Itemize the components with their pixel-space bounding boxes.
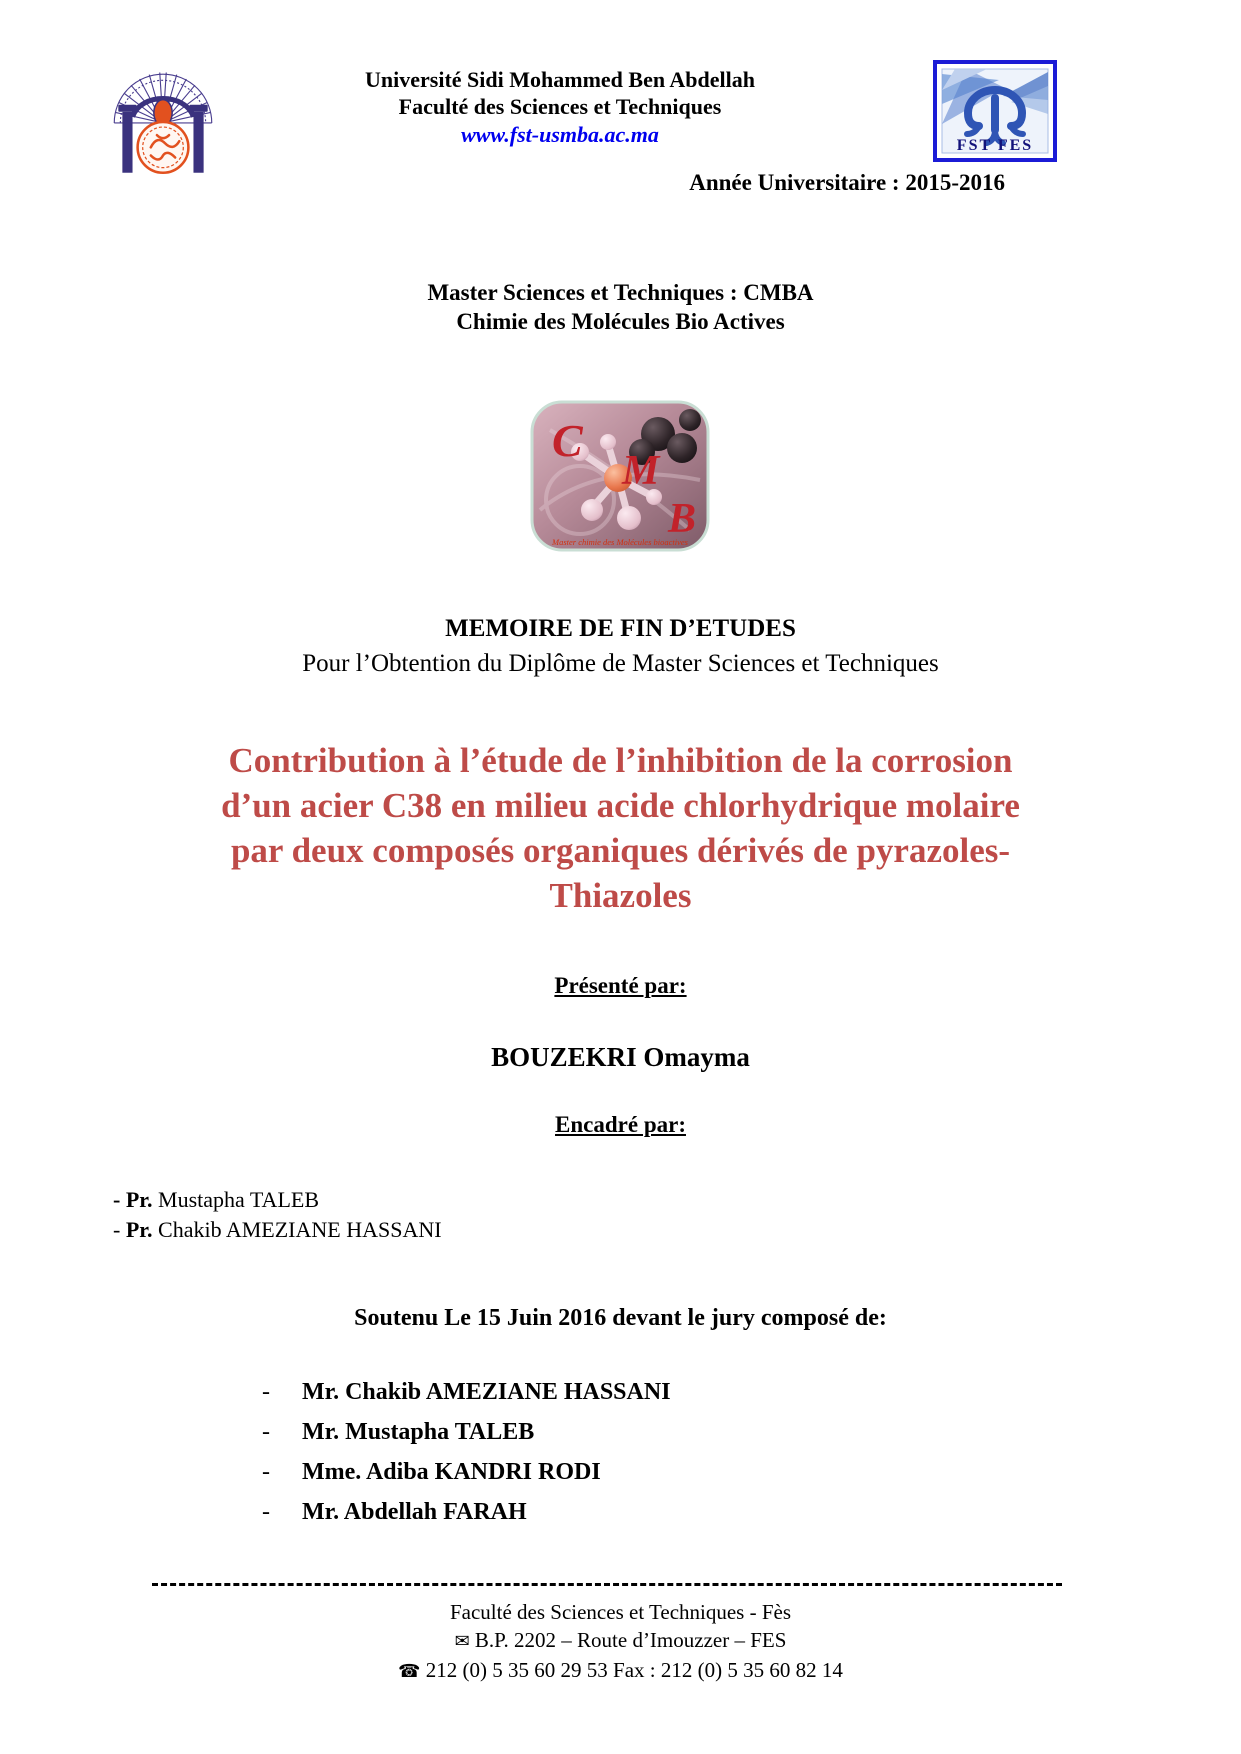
jury-member-name: Mr. Abdellah FARAH xyxy=(302,1499,527,1525)
fst-logo-label: FST FES xyxy=(956,137,1034,154)
thesis-title-line4: Thiazoles xyxy=(549,876,692,915)
supervisor-dash: - xyxy=(113,1217,121,1242)
footer-address-text: B.P. 2202 – Route d’Imouzzer – FES xyxy=(474,1628,787,1652)
memoire-subheading: Pour l’Obtention du Diplôme de Master Sciences et Techniques xyxy=(302,650,939,677)
dashed-divider xyxy=(152,1583,1062,1586)
footer-phone-text: 212 (0) 5 35 60 29 53 Fax : 212 (0) 5 35 60 82 14 xyxy=(425,1658,843,1682)
jury-member-name: Mme. Adiba KANDRI RODI xyxy=(302,1459,601,1485)
header-text-block xyxy=(240,66,880,150)
supervisor-dash: - xyxy=(113,1187,121,1212)
jury-member-row xyxy=(262,1412,671,1452)
footer-phone xyxy=(0,1656,1241,1686)
thesis-title-line2: d’un acier C38 en milieu acide chlorhydrique molaire xyxy=(221,786,1020,825)
program-line2: Chimie des Molécules Bio Actives xyxy=(456,309,785,334)
cmb-letter-c: C xyxy=(552,415,583,466)
supervisors-list xyxy=(113,1185,442,1245)
footer-block xyxy=(0,1598,1241,1686)
faculty-name: Faculté des Sciences et Techniques xyxy=(398,94,722,119)
memoire-heading: MEMOIRE DE FIN D’ETUDES xyxy=(445,615,796,642)
jury-member-name: Mr. Mustapha TALEB xyxy=(302,1419,535,1445)
supervised-by-label: Encadré par: xyxy=(555,1112,686,1137)
jury-dash: - xyxy=(262,1419,270,1445)
jury-member-row xyxy=(262,1372,671,1412)
fst-fes-logo xyxy=(933,60,1057,162)
academic-year: Année Universitaire : 2015-2016 xyxy=(689,170,1005,195)
university-emblem-icon xyxy=(98,60,228,190)
supervisor-title: Pr. xyxy=(125,1217,153,1242)
jury-dash: - xyxy=(262,1459,270,1485)
defense-heading: Soutenu Le 15 Juin 2016 devant le jury composé de: xyxy=(354,1305,887,1331)
cmb-letter-m: M xyxy=(622,448,660,494)
jury-list xyxy=(262,1372,671,1532)
supervisor-row xyxy=(113,1215,442,1245)
supervisor-name: Mustapha TALEB xyxy=(158,1187,319,1212)
presented-by-label: Présenté par: xyxy=(554,973,687,998)
supervisor-title: Pr. xyxy=(125,1187,153,1212)
mail-icon: ✉ xyxy=(454,1631,470,1652)
thesis-title-line3: par deux composés organiques dérivés de pyrazoles- xyxy=(230,831,1011,870)
jury-member-row xyxy=(262,1492,671,1532)
author-name: BOUZEKRI Omayma xyxy=(491,1042,750,1072)
phone-icon: ☎ xyxy=(398,1661,421,1682)
footer-address xyxy=(0,1626,1241,1656)
university-name: Université Sidi Mohammed Ben Abdellah xyxy=(365,67,755,92)
cmb-letter-b: B xyxy=(668,496,697,542)
jury-dash: - xyxy=(262,1499,270,1525)
cmb-logo-caption: Master chimie des Molécules bioactives xyxy=(552,537,688,547)
footer-faculty: Faculté des Sciences et Techniques - Fès xyxy=(449,1600,792,1624)
thesis-title-line1: Contribution à l’étude de l’inhibition de la corrosion xyxy=(228,741,1013,780)
thesis-title xyxy=(110,738,1131,918)
cmb-program-logo xyxy=(530,400,710,552)
program-block xyxy=(0,278,1241,336)
jury-member-row xyxy=(262,1452,671,1492)
jury-member-name: Mr. Chakib AMEZIANE HASSANI xyxy=(302,1379,671,1405)
supervisor-name: Chakib AMEZIANE HASSANI xyxy=(158,1217,442,1242)
program-line1: Master Sciences et Techniques : CMBA xyxy=(427,280,814,305)
supervisor-row xyxy=(113,1185,442,1215)
website-link[interactable]: www.fst-usmba.ac.ma xyxy=(461,122,659,147)
jury-dash: - xyxy=(262,1379,270,1405)
